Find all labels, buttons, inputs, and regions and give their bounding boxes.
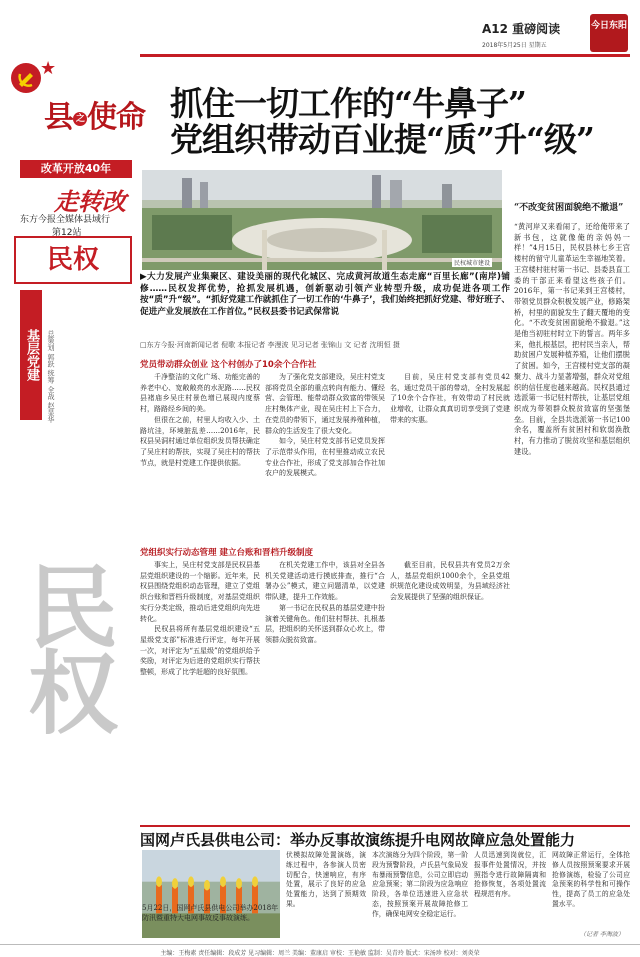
- section-tag: 基层党建: [20, 290, 42, 420]
- paragraph: 如今，吴庄村党支部书记党员发挥了示范带头作用，在村里推动成立农民专业合作社，形成了党支部加合作社加农户的发展模式。: [265, 437, 385, 478]
- star-icon: ★: [40, 58, 57, 79]
- paper-logo: 今日东阳: [590, 14, 628, 52]
- paragraph: 但很在之前，村里人均收入少、土路坑洼，环境脏乱差……2016年，民权县吴洞村通过单位组织发员帮扶确定了吴庄村的帮扶，实现了吴庄村的帮扶节点，就是村党建工作提供依据。: [140, 415, 260, 467]
- county-name: 民权: [14, 236, 132, 284]
- column-title-zhi: 之: [73, 112, 87, 126]
- drill-photo: [142, 850, 280, 938]
- column-title-b: 使命: [87, 100, 145, 135]
- section1-column-2: [265, 372, 385, 479]
- paragraph: 民权县将所有基层党组织建设“五星级党支部”标准进行评定，每年开展一次，对评定为“五星级”的党组织给予奖励，对评定为后进的党组织实行帮扶整顿，形成了比学赶超的良好氛围。: [140, 625, 260, 677]
- page-number: A12 重磅阅读: [482, 22, 561, 36]
- section1-column-3: [390, 372, 510, 426]
- column-title-a: 县: [44, 100, 73, 135]
- footer-credits: 主编：王梅素 责任编辑：段成芳 见习编辑：周兰 美编：董康启 审校：王艳敏 监制：吴青玲 版式：宋汤珍 校对：刘炎荣: [0, 944, 640, 957]
- paragraph: 事实上，吴庄村党支部是民权县基层党组织建设的一个缩影。近年来，民权县围绕党组织动态管理，建立了党组织台账和晋档升级制度，对基层党组织实行分类定级，推动后进党组织向先进转化。: [140, 561, 260, 623]
- page-date: 2018年5月25日 星期五: [482, 42, 547, 49]
- sidebar-text: “黄河岸又来看闹了，还给俺带来了新书包，这就像俺的亲妈妈一样！”4月15日，民权县林七乡王宫楼村的留守儿童革运生幸福地笑着。王宫楼村驻村第一书记、县委县直工委的干部正来看望这些孩子们。2016年，第一书记来到王宫楼村，带领党员群众积极发展产业，修路架桥，村里的面貌发生了翻天覆地的变化。“不改变贫困面貌绝不撤退。”这是他当初驻村时立下的誓言。两年多来，他扎根基层，把村民当亲人，帮助贫困户发展种植养殖，让他们摆脱了贫困。如今，王宫楼村党支部的凝聚力、战斗力显著增强，群众对党组织的信任度也越来越高。民权县通过选派第一书记驻村帮扶，让基层党组织成为带领群众脱贫致富的坚强堡垒。目前，全县共选派第一书记100余名，覆盖所有贫困村和软弱涣散村，有力推动了脱贫攻坚和基层组织建设。: [514, 222, 630, 456]
- headline-line-1: 抓住一切工作的“牛鼻子”: [170, 84, 526, 123]
- paragraph: 第一书记在民权县的基层党建中扮演着关键角色。他们驻村帮扶、扎根基层，把组织的关怀送到群众心坎上，带领群众脱贫致富。: [265, 603, 385, 644]
- section2-column-2: [265, 560, 385, 646]
- subhead-2: 党组织实行动态管理 建立台账和晋档升级制度: [140, 548, 313, 558]
- article-lead: ▶大力发展产业集聚区、建设美丽的现代化城区、完成黄河故道生态走廊“百里长廊”(南岸)铺修……民权发挥优势，抢抓发展机遇，创新驱动引领产业转型升级，成功促进各项工作按“质”升“级”。“抓好党建工作就抓住了一切工作的‘牛鼻子’，我们始终把抓好党建、带好班子、促进产业发展放在工作首位。”民权县委书记武保常说: [140, 272, 510, 317]
- bottom-column-3: 人员迅速到岗就位，汇报事件处置情况，并按照指令进行故障隔离和抢修恢复，各项处置流程规范有序。: [474, 851, 546, 899]
- headline-line-2: 党组织带动百业提“质”升“级”: [170, 120, 594, 159]
- section1-column-1: [140, 372, 260, 468]
- sidebar-title: “不改变贫困面貌绝不撤退”: [514, 203, 624, 213]
- editorial-credit: 总策划 郭跃 统筹 全战 赵显华: [47, 330, 55, 423]
- reporter-credit: （记者 李淘波）: [580, 931, 624, 938]
- paragraph: 目前，吴庄村党支部有党员42名，通过党员干部的带动，全村发展起了10余个合作社，有效带动了村民就业增收，让群众真真切切享受到了党建带来的实惠。: [390, 373, 510, 424]
- main-headline: [170, 86, 594, 158]
- bottom-column-2: 本次演练分为四个阶段，第一阶段为预警阶段，卢氏县气象局发布暴雨预警信息，公司立即启动应急预案；第二阶段为应急响应阶段，各单位迅速进入应急状态，按照预案开展故障抢修工作，确保电网安全稳定运行。: [372, 851, 468, 918]
- bottom-column-4: 网故障正常运行，全体抢修人员按照预案要求开展抢修演练，检验了公司应急预案的科学性和可操作性，提高了员工的应急处置水平。: [552, 851, 630, 908]
- photo-caption: 民权城市建设: [454, 260, 491, 267]
- bottom-rule: [140, 825, 630, 827]
- bottom-column-1: 伏模拟故障处置演练，演练过程中，各参演人员密切配合，快速响应，有序处置，展示了良好的应急处置能力，达到了预期效果。: [286, 851, 366, 908]
- series-number: 第12站: [52, 228, 82, 238]
- top-rule: [140, 54, 630, 57]
- city-aerial-photo: [142, 170, 502, 270]
- county-watermark: 民权: [12, 560, 118, 732]
- series-title: 走转改: [54, 187, 126, 216]
- paragraph: 截至目前，民权县共有党员2万余人，基层党组织1000余个，全县党组织规范化建设成效明显，为县域经济社会发展提供了坚强的组织保证。: [390, 561, 510, 602]
- section2-column-3: [390, 560, 510, 603]
- subhead-1: 党员带动群众创业 这个村创办了10余个合作社: [140, 360, 317, 370]
- drill-photo-caption: 5月22日，国网卢氏县供电公司举办2018年防汛暨重特大电网事故反事故演练。: [142, 904, 279, 922]
- bottom-headline: 国网卢氏县供电公司：举办反事故演练提升电网故障应急处置能力: [140, 831, 576, 849]
- column-title: [44, 92, 145, 136]
- anniversary-banner: 改革开放40年: [20, 160, 132, 178]
- section2-column-1: [140, 560, 260, 678]
- paragraph: 在机关党建工作中，该县对全县各机关党建活动进行摸底排查，推行“合署办公”模式，建立问题清单，以党建带队建，提升工作效能。: [265, 561, 385, 602]
- series-name: 东方今报全媒体县域行: [20, 215, 111, 225]
- paragraph: 为了强化党支部建设，吴庄村党支部将党员全部的重点转向有能力、懂经营、会管理、能带动群众致富的带领吴庄村集体产业，现在吴庄村上下合力，在党员的带领下，通过发展养殖种植，群众的生活发生了很大变化。: [265, 373, 385, 435]
- party-emblem-icon: [10, 62, 42, 94]
- paragraph: 千净整洁的文化广场、功能完善的养老中心、宽敞敞亮的水泥路……民权县褚庙乡吴庄村景色增已展现内度蔡村，路路经乡间的美。: [140, 373, 260, 414]
- article-byline: □东方今报·河南新闻记者 倪歌 本报记者 李漫波 见习记者 张锦山 文 记者 沈明恒 摄: [140, 341, 400, 349]
